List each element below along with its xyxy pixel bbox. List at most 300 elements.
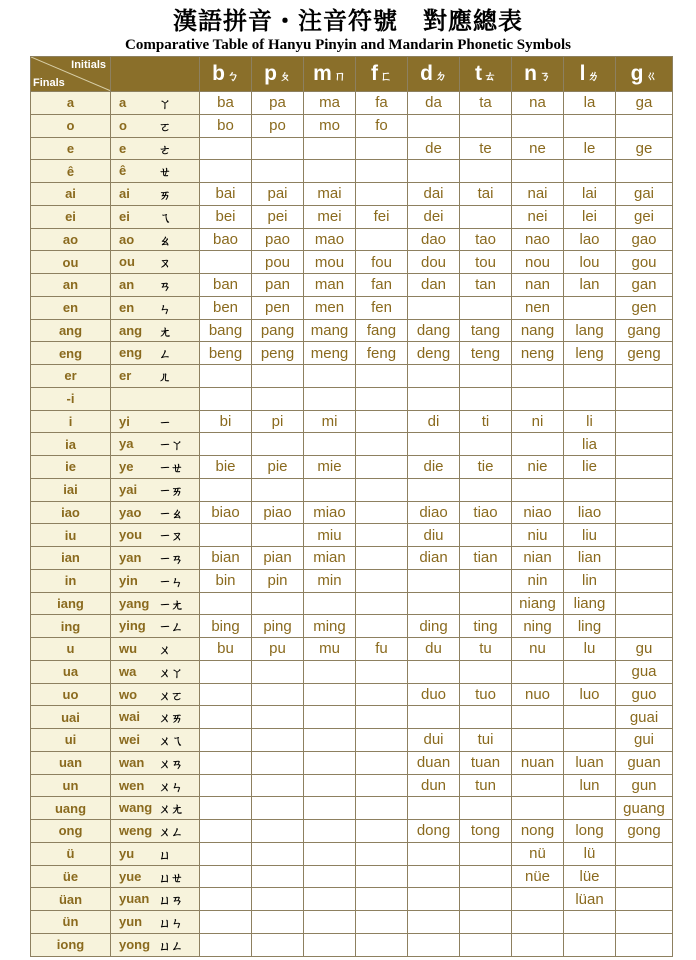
- syllable-cell: [304, 683, 356, 706]
- zhuyin-symbol: ㄡ: [159, 256, 172, 271]
- standalone-spelling: [111, 751, 200, 774]
- syllable-cell: [200, 820, 252, 843]
- standalone-spelling: [111, 501, 200, 524]
- syllable-cell: [304, 888, 356, 911]
- table-row: [31, 569, 673, 592]
- zhuyin-symbol: ㄩㄝ: [159, 870, 184, 885]
- syllable-cell: tong: [460, 820, 512, 843]
- final-label: ou: [31, 251, 111, 274]
- syllable-cell: [356, 660, 408, 683]
- syllable-cell: lei: [564, 205, 616, 228]
- syllable-cell: pa: [252, 92, 304, 115]
- final-label: ei: [31, 205, 111, 228]
- syllable-cell: pan: [252, 274, 304, 297]
- table-row: [31, 183, 673, 206]
- table-row: [31, 933, 673, 956]
- final-label: uo: [31, 683, 111, 706]
- zhuyin-symbol: ㄩ: [159, 847, 172, 862]
- syllable-cell: [460, 911, 512, 934]
- syllable-cell: [356, 911, 408, 934]
- final-label: ua: [31, 660, 111, 683]
- table-row: [31, 319, 673, 342]
- pinyin-spelling: wu: [119, 641, 138, 656]
- syllable-cell: pian: [252, 547, 304, 570]
- syllable-cell: [460, 114, 512, 137]
- syllable-cell: lang: [564, 319, 616, 342]
- syllable-cell: [408, 865, 460, 888]
- syllable-cell: [460, 160, 512, 183]
- syllable-cell: [616, 478, 673, 501]
- syllable-cell: dui: [408, 729, 460, 752]
- syllable-cell: [616, 933, 673, 956]
- syllable-cell: [356, 820, 408, 843]
- table-row: [31, 592, 673, 615]
- zhuyin-symbol: ㄩㄢ: [159, 893, 184, 908]
- initial-zhuyin: ㄇ: [333, 69, 346, 83]
- syllable-cell: gai: [616, 183, 673, 206]
- syllable-cell: dian: [408, 547, 460, 570]
- standalone-spelling: [111, 660, 200, 683]
- syllable-cell: la: [564, 92, 616, 115]
- table-row: [31, 251, 673, 274]
- table-row: [31, 274, 673, 297]
- syllable-cell: ta: [460, 92, 512, 115]
- syllable-cell: fu: [356, 638, 408, 661]
- pinyin-spelling: weng: [119, 823, 153, 838]
- zhuyin-symbol: ㄨㄣ: [159, 779, 184, 794]
- syllable-cell: pou: [252, 251, 304, 274]
- final-label: e: [31, 137, 111, 160]
- syllable-cell: [356, 706, 408, 729]
- syllable-cell: [304, 751, 356, 774]
- standalone-spelling: [111, 706, 200, 729]
- table-row: [31, 524, 673, 547]
- syllable-cell: nei: [512, 205, 564, 228]
- syllable-cell: [512, 706, 564, 729]
- initial-roman: b: [212, 62, 225, 85]
- syllable-cell: po: [252, 114, 304, 137]
- syllable-cell: man: [304, 274, 356, 297]
- syllable-cell: [356, 842, 408, 865]
- initial-roman: n: [524, 62, 537, 85]
- syllable-cell: nuan: [512, 751, 564, 774]
- pinyin-spelling: ou: [119, 254, 135, 270]
- syllable-cell: [564, 729, 616, 752]
- syllable-cell: [200, 433, 252, 456]
- syllable-cell: [304, 433, 356, 456]
- zhuyin-symbol: ㄜ: [159, 142, 172, 157]
- syllable-cell: pei: [252, 205, 304, 228]
- pinyin-spelling: yao: [119, 504, 142, 520]
- table-row: [31, 160, 673, 183]
- syllable-cell: [616, 524, 673, 547]
- syllable-cell: nu: [512, 638, 564, 661]
- pinyin-spelling: o: [119, 117, 127, 133]
- syllable-cell: [304, 137, 356, 160]
- syllable-cell: [356, 365, 408, 388]
- initial-roman: l: [579, 62, 586, 85]
- syllable-cell: niu: [512, 524, 564, 547]
- syllable-cell: [356, 478, 408, 501]
- final-label: o: [31, 114, 111, 137]
- syllable-cell: [356, 615, 408, 638]
- syllable-cell: guan: [616, 751, 673, 774]
- syllable-cell: [252, 365, 304, 388]
- table-row: [31, 683, 673, 706]
- syllable-cell: meng: [304, 342, 356, 365]
- syllable-cell: nong: [512, 820, 564, 843]
- standalone-spelling: [111, 251, 200, 274]
- syllable-cell: [356, 569, 408, 592]
- final-label: uang: [31, 797, 111, 820]
- initial-roman: d: [420, 62, 433, 85]
- syllable-cell: pu: [252, 638, 304, 661]
- syllable-cell: [304, 911, 356, 934]
- syllable-cell: [460, 205, 512, 228]
- syllable-cell: fei: [356, 205, 408, 228]
- syllable-cell: [200, 865, 252, 888]
- syllable-cell: [408, 569, 460, 592]
- syllable-cell: lao: [564, 228, 616, 251]
- final-label: ong: [31, 820, 111, 843]
- syllable-cell: [200, 933, 252, 956]
- syllable-cell: [564, 160, 616, 183]
- pinyin-spelling: ang: [119, 322, 143, 338]
- syllable-cell: [252, 888, 304, 911]
- syllable-cell: [356, 797, 408, 820]
- syllable-cell: [512, 160, 564, 183]
- pinyin-spelling: wei: [119, 732, 140, 747]
- syllable-cell: [408, 387, 460, 410]
- syllable-cell: [616, 547, 673, 570]
- table-row: [31, 410, 673, 433]
- syllable-cell: [200, 797, 252, 820]
- syllable-cell: bei: [200, 205, 252, 228]
- pinyin-spelling: yin: [119, 572, 138, 588]
- pinyin-spelling: yue: [119, 868, 142, 884]
- syllable-cell: ba: [200, 92, 252, 115]
- syllable-cell: [356, 888, 408, 911]
- zhuyin-symbol: ㄛ: [159, 119, 172, 134]
- table-row: [31, 92, 673, 115]
- initial-header-g: [616, 57, 673, 92]
- final-label: u: [31, 638, 111, 661]
- final-label: a: [31, 92, 111, 115]
- syllable-cell: [356, 933, 408, 956]
- syllable-cell: [616, 888, 673, 911]
- syllable-cell: nian: [512, 547, 564, 570]
- syllable-cell: [252, 774, 304, 797]
- syllable-cell: [252, 592, 304, 615]
- table-body: [31, 92, 673, 957]
- initial-zhuyin: ㄌ: [587, 69, 600, 83]
- final-label: uan: [31, 751, 111, 774]
- final-label: ü: [31, 842, 111, 865]
- syllable-cell: [252, 478, 304, 501]
- table-row: [31, 365, 673, 388]
- standalone-spelling: [111, 774, 200, 797]
- syllable-cell: [460, 842, 512, 865]
- final-label: ün: [31, 911, 111, 934]
- syllable-cell: [616, 615, 673, 638]
- syllable-cell: lin: [564, 569, 616, 592]
- syllable-cell: de: [408, 137, 460, 160]
- syllable-cell: ti: [460, 410, 512, 433]
- zhuyin-symbol: ㄞ: [159, 188, 172, 202]
- syllable-cell: luo: [564, 683, 616, 706]
- syllable-cell: gao: [616, 228, 673, 251]
- syllable-cell: [408, 706, 460, 729]
- syllable-cell: [408, 296, 460, 319]
- zhuyin-symbol: ㄥ: [159, 347, 172, 362]
- syllable-cell: [304, 774, 356, 797]
- initial-header-d: [408, 57, 460, 92]
- syllable-cell: [616, 365, 673, 388]
- syllable-cell: [616, 842, 673, 865]
- syllable-cell: liu: [564, 524, 616, 547]
- zhuyin-symbol: ㄧㄝ: [159, 461, 184, 475]
- pinyin-spelling: ying: [119, 618, 146, 634]
- table-row: [31, 501, 673, 524]
- zhuyin-symbol: ㄠ: [159, 233, 172, 248]
- final-label: ian: [31, 547, 111, 570]
- syllable-cell: [304, 842, 356, 865]
- syllable-cell: die: [408, 456, 460, 479]
- table-row: [31, 729, 673, 752]
- syllable-cell: nie: [512, 456, 564, 479]
- standalone-spelling: [111, 296, 200, 319]
- syllable-cell: lüe: [564, 865, 616, 888]
- syllable-cell: [460, 888, 512, 911]
- syllable-cell: lüan: [564, 888, 616, 911]
- syllable-cell: [200, 706, 252, 729]
- syllable-cell: [356, 865, 408, 888]
- initial-header-p: [252, 57, 304, 92]
- syllable-cell: tun: [460, 774, 512, 797]
- syllable-cell: [200, 888, 252, 911]
- syllable-cell: mian: [304, 547, 356, 570]
- syllable-cell: nan: [512, 274, 564, 297]
- syllable-cell: gou: [616, 251, 673, 274]
- syllable-cell: [460, 660, 512, 683]
- syllable-cell: lou: [564, 251, 616, 274]
- syllable-cell: liang: [564, 592, 616, 615]
- syllable-cell: [512, 774, 564, 797]
- standalone-spelling: [111, 865, 200, 888]
- syllable-cell: [616, 160, 673, 183]
- syllable-cell: [356, 137, 408, 160]
- syllable-cell: da: [408, 92, 460, 115]
- zhuyin-symbol: ㄣ: [159, 301, 172, 316]
- standalone-spelling: [111, 842, 200, 865]
- syllable-cell: bi: [200, 410, 252, 433]
- table-row: [31, 137, 673, 160]
- pinyin-spelling: yu: [119, 845, 135, 861]
- syllable-cell: nen: [512, 296, 564, 319]
- syllable-cell: [564, 797, 616, 820]
- syllable-cell: [616, 433, 673, 456]
- syllable-cell: [564, 933, 616, 956]
- syllable-cell: fo: [356, 114, 408, 137]
- zhuyin-symbol: ㄧㄚ: [159, 438, 184, 453]
- syllable-cell: ban: [200, 274, 252, 297]
- page-title-chinese: 漢語拼音・注音符號 對應總表: [173, 6, 523, 35]
- standalone-spelling: [111, 456, 200, 479]
- initial-zhuyin: ㄈ: [379, 69, 392, 83]
- syllable-cell: gua: [616, 660, 673, 683]
- syllable-cell: [408, 592, 460, 615]
- syllable-cell: [252, 137, 304, 160]
- syllable-cell: nou: [512, 251, 564, 274]
- final-label: üan: [31, 888, 111, 911]
- standalone-spelling: [111, 274, 200, 297]
- syllable-cell: [616, 865, 673, 888]
- syllable-cell: [304, 706, 356, 729]
- syllable-cell: [408, 478, 460, 501]
- syllable-cell: [408, 660, 460, 683]
- syllable-cell: [512, 365, 564, 388]
- syllable-cell: bo: [200, 114, 252, 137]
- syllable-cell: [460, 296, 512, 319]
- zhuyin-symbol: ㄧ: [159, 415, 172, 430]
- table-row: [31, 660, 673, 683]
- syllable-cell: dan: [408, 274, 460, 297]
- syllable-cell: [512, 387, 564, 410]
- syllable-cell: [460, 865, 512, 888]
- pinyin-spelling: yong: [119, 936, 151, 952]
- syllable-cell: neng: [512, 342, 564, 365]
- syllable-cell: [252, 729, 304, 752]
- syllable-cell: [200, 729, 252, 752]
- syllable-cell: tian: [460, 547, 512, 570]
- syllable-cell: [356, 524, 408, 547]
- syllable-cell: [564, 478, 616, 501]
- initial-header-l: [564, 57, 616, 92]
- final-label: i: [31, 410, 111, 433]
- syllable-cell: gun: [616, 774, 673, 797]
- syllable-cell: deng: [408, 342, 460, 365]
- zhuyin-symbol: ㄟ: [159, 210, 172, 225]
- syllable-cell: [460, 365, 512, 388]
- final-label: ia: [31, 433, 111, 456]
- syllable-cell: [616, 501, 673, 524]
- syllable-cell: [512, 933, 564, 956]
- syllable-cell: [356, 501, 408, 524]
- final-label: ing: [31, 615, 111, 638]
- table-row: [31, 456, 673, 479]
- initial-zhuyin: ㄆ: [278, 69, 291, 83]
- table-row: [31, 615, 673, 638]
- syllable-cell: [356, 774, 408, 797]
- syllable-cell: ping: [252, 615, 304, 638]
- syllable-cell: [304, 729, 356, 752]
- syllable-cell: [564, 660, 616, 683]
- syllable-cell: biao: [200, 501, 252, 524]
- syllable-cell: tiao: [460, 501, 512, 524]
- pinyin-spelling: ya: [119, 436, 134, 452]
- syllable-cell: [616, 410, 673, 433]
- syllable-cell: dei: [408, 205, 460, 228]
- syllable-cell: min: [304, 569, 356, 592]
- syllable-cell: [200, 774, 252, 797]
- initial-zhuyin: ㄊ: [483, 69, 496, 83]
- final-label: er: [31, 365, 111, 388]
- syllable-cell: [460, 478, 512, 501]
- syllable-cell: [200, 683, 252, 706]
- syllable-cell: [512, 729, 564, 752]
- syllable-cell: bie: [200, 456, 252, 479]
- syllable-cell: [408, 888, 460, 911]
- final-label: -i: [31, 387, 111, 410]
- final-label: en: [31, 296, 111, 319]
- syllable-cell: lia: [564, 433, 616, 456]
- syllable-cell: du: [408, 638, 460, 661]
- syllable-cell: bin: [200, 569, 252, 592]
- syllable-cell: bu: [200, 638, 252, 661]
- syllable-cell: fa: [356, 92, 408, 115]
- syllable-cell: lu: [564, 638, 616, 661]
- pinyin-spelling: wang: [119, 800, 153, 816]
- pinyin-spelling: yuan: [119, 891, 150, 907]
- syllable-cell: [564, 387, 616, 410]
- table-row: [31, 820, 673, 843]
- syllable-cell: gong: [616, 820, 673, 843]
- syllable-cell: bian: [200, 547, 252, 570]
- standalone-spelling: [111, 797, 200, 820]
- standalone-spelling: [111, 615, 200, 638]
- initial-roman: p: [264, 62, 277, 85]
- initial-zhuyin: ㄉ: [434, 69, 447, 83]
- pinyin-spelling: wai: [119, 709, 140, 725]
- initial-zhuyin: ㄍ: [645, 69, 658, 83]
- syllable-cell: [408, 933, 460, 956]
- standalone-spelling: [111, 638, 200, 661]
- syllable-cell: [512, 114, 564, 137]
- syllable-cell: bai: [200, 183, 252, 206]
- standalone-spelling: [111, 592, 200, 615]
- finals-label: Finals: [33, 77, 65, 89]
- standalone-spelling: [111, 683, 200, 706]
- syllable-cell: [616, 456, 673, 479]
- syllable-cell: lai: [564, 183, 616, 206]
- syllable-cell: feng: [356, 342, 408, 365]
- syllable-cell: [304, 797, 356, 820]
- syllable-cell: ning: [512, 615, 564, 638]
- syllable-cell: tie: [460, 456, 512, 479]
- final-label: iai: [31, 478, 111, 501]
- syllable-cell: [200, 842, 252, 865]
- syllable-cell: [564, 114, 616, 137]
- zhuyin-symbol: ㄨㄛ: [159, 688, 184, 703]
- syllable-cell: fan: [356, 274, 408, 297]
- syllable-cell: [252, 933, 304, 956]
- syllable-cell: ma: [304, 92, 356, 115]
- syllable-cell: [304, 387, 356, 410]
- syllable-cell: [460, 387, 512, 410]
- syllable-cell: [616, 387, 673, 410]
- syllable-cell: [564, 296, 616, 319]
- syllable-cell: [200, 660, 252, 683]
- standalone-spelling: [111, 933, 200, 956]
- syllable-cell: dong: [408, 820, 460, 843]
- syllable-cell: dai: [408, 183, 460, 206]
- syllable-cell: [616, 911, 673, 934]
- syllable-cell: [408, 433, 460, 456]
- syllable-cell: [252, 524, 304, 547]
- syllable-cell: [304, 820, 356, 843]
- syllable-cell: pang: [252, 319, 304, 342]
- pinyin-spelling: yun: [119, 914, 143, 929]
